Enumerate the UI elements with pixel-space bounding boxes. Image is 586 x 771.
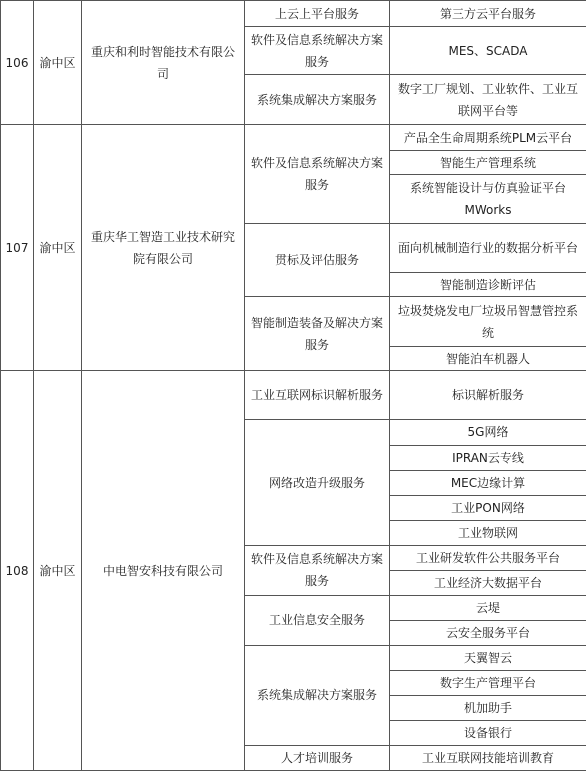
service-item-cell: 标识解析服务 — [390, 371, 586, 420]
row-number: 107 — [1, 125, 34, 371]
service-type-cell: 软件及信息系统解决方案服务 — [245, 545, 390, 595]
service-type-cell: 上云上平台服务 — [245, 1, 390, 27]
service-item-cell: 5G网络 — [390, 420, 586, 445]
service-item-cell: 数字生产管理平台 — [390, 670, 586, 695]
service-item-cell: IPRAN云专线 — [390, 445, 586, 470]
service-type-cell: 系统集成解决方案服务 — [245, 75, 390, 125]
service-type-cell: 软件及信息系统解决方案服务 — [245, 27, 390, 75]
service-item-cell: 工业PON网络 — [390, 495, 586, 520]
region-cell: 渝中区 — [34, 1, 82, 125]
service-item-cell: 数字工厂规划、工业软件、工业互联网平台等 — [390, 75, 586, 125]
row-number: 108 — [1, 371, 34, 771]
service-item-cell: 工业研发软件公共服务平台 — [390, 545, 586, 570]
region-cell: 渝中区 — [34, 371, 82, 771]
service-item-cell: 工业经济大数据平台 — [390, 570, 586, 595]
service-item-cell: 系统智能设计与仿真验证平台MWorks — [390, 175, 586, 224]
service-item-cell: MES、SCADA — [390, 27, 586, 75]
service-item-cell: 云安全服务平台 — [390, 620, 586, 645]
service-type-cell: 网络改造升级服务 — [245, 420, 390, 545]
service-type-cell: 智能制造装备及解决方案服务 — [245, 297, 390, 371]
service-item-cell: 工业物联网 — [390, 520, 586, 545]
service-type-cell: 人才培训服务 — [245, 745, 390, 770]
service-item-cell: 智能泊车机器人 — [390, 347, 586, 371]
service-item-cell: 机加助手 — [390, 695, 586, 720]
service-item-cell: 第三方云平台服务 — [390, 1, 586, 27]
company-cell: 重庆华工智造工业技术研究院有限公司 — [82, 125, 245, 371]
service-type-cell: 工业信息安全服务 — [245, 595, 390, 645]
service-item-cell: 智能生产管理系统 — [390, 151, 586, 175]
row-number: 106 — [1, 1, 34, 125]
service-item-cell: MEC边缘计算 — [390, 470, 586, 495]
service-item-cell: 设备银行 — [390, 720, 586, 745]
service-item-cell: 天翼智云 — [390, 645, 586, 670]
table-row — [1, 371, 586, 420]
service-item-cell: 面向机械制造行业的数据分析平台 — [390, 224, 586, 273]
region-cell: 渝中区 — [34, 125, 82, 371]
company-cell: 中电智安科技有限公司 — [82, 371, 245, 771]
service-item-cell: 产品全生命周期系统PLM云平台 — [390, 125, 586, 151]
table-row — [1, 125, 586, 151]
service-type-cell: 贯标及评估服务 — [245, 224, 390, 297]
service-type-cell: 工业互联网标识解析服务 — [245, 371, 390, 420]
table-row — [1, 1, 586, 27]
company-cell: 重庆和利时智能技术有限公司 — [82, 1, 245, 125]
service-type-cell: 系统集成解决方案服务 — [245, 645, 390, 745]
service-item-cell: 工业互联网技能培训教育 — [390, 745, 586, 770]
service-type-cell: 软件及信息系统解决方案服务 — [245, 125, 390, 224]
service-item-cell: 垃圾焚烧发电厂垃圾吊智慧管控系统 — [390, 297, 586, 347]
service-item-cell: 智能制造诊断评估 — [390, 273, 586, 297]
service-item-cell: 云堤 — [390, 595, 586, 620]
